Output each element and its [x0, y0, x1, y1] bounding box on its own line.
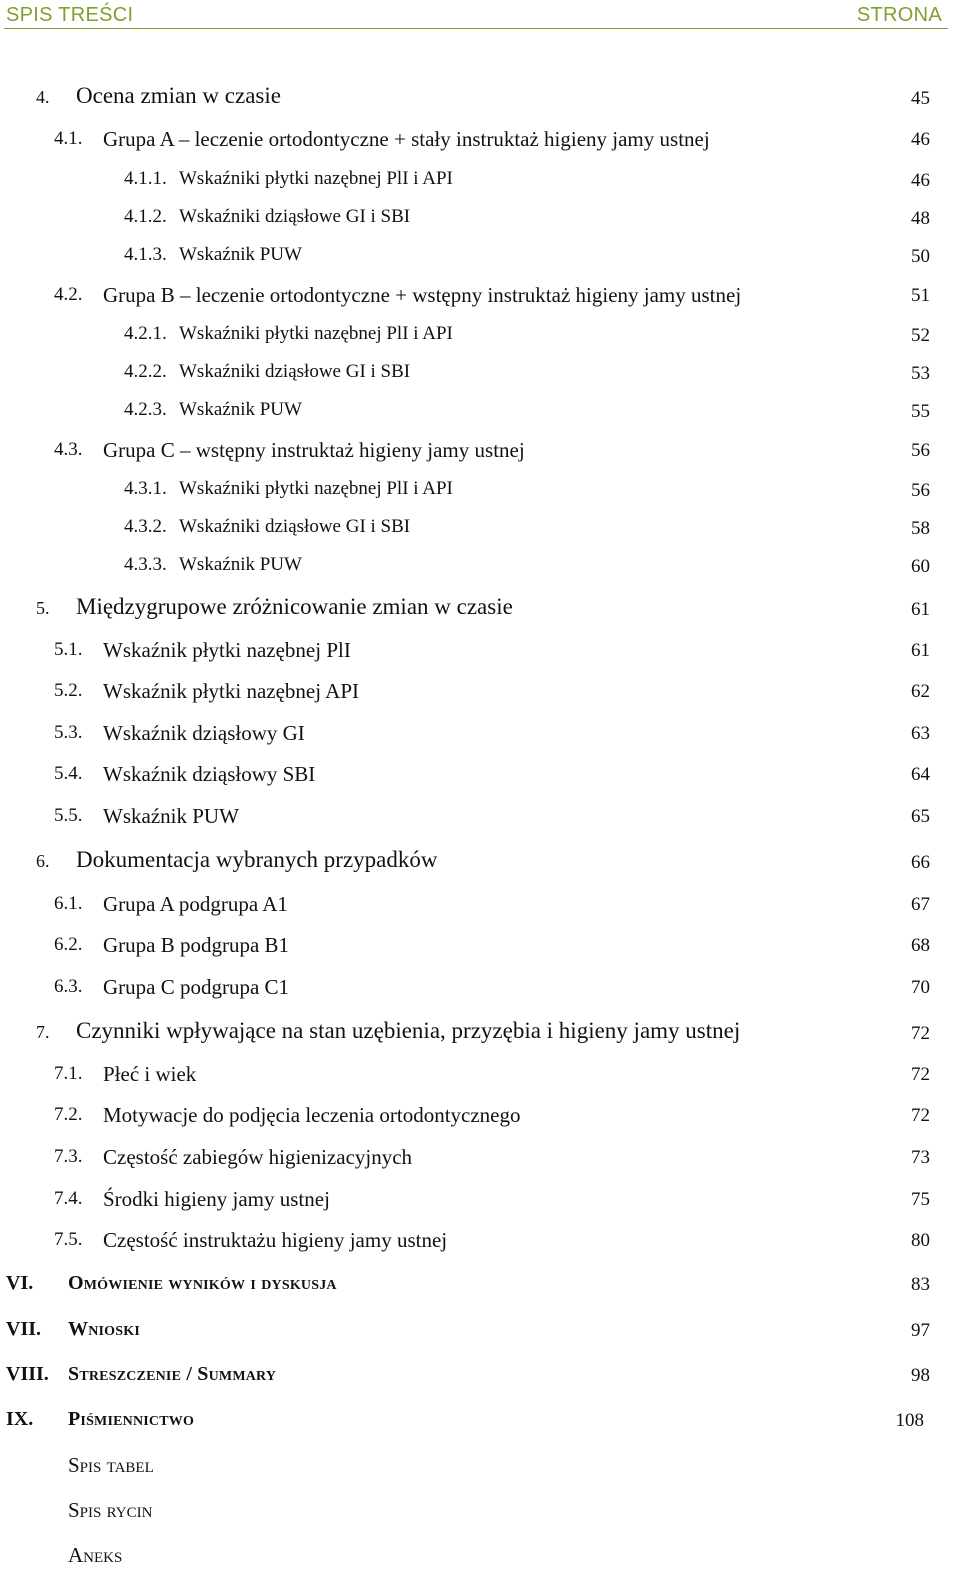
toc-title: Środki higieny jamy ustnej — [103, 1187, 330, 1211]
toc-title: Grupa A – leczenie ortodontyczne + stały instruktaż higieny jamy ustnej — [103, 127, 710, 151]
toc-number: VIII. — [6, 1363, 49, 1385]
toc-number: 4.2.1. — [124, 323, 167, 344]
toc-number: 7.1. — [54, 1063, 83, 1084]
toc-title: Aneks — [68, 1543, 123, 1567]
toc-number: 4. — [36, 87, 50, 107]
toc-title: Międzygrupowe zróżnicowanie zmian w czasie — [76, 594, 513, 619]
toc-title: Wskaźniki dziąsłowe GI i SBI — [179, 361, 411, 382]
toc-title: Grupa B podgrupa B1 — [103, 933, 290, 957]
toc-number: 7.5. — [54, 1229, 83, 1250]
toc-number: IX. — [6, 1408, 34, 1430]
toc-page: 61 — [911, 599, 930, 620]
toc-page: 46 — [911, 170, 930, 191]
toc-title: Wskaźniki płytki nazębnej PlI i API — [179, 323, 453, 344]
page-header — [0, 0, 960, 30]
toc-title: Wskaźniki płytki nazębnej PlI i API — [179, 168, 453, 189]
toc-title: Wskaźnik dziąsłowy SBI — [103, 762, 316, 786]
header-page-label: STRONA — [856, 4, 942, 26]
toc-number: 7. — [36, 1022, 50, 1042]
toc-number: 4.3.1. — [124, 478, 167, 499]
toc-page: 46 — [911, 129, 930, 150]
toc-page: 52 — [911, 325, 930, 346]
toc-number: 7.3. — [54, 1146, 83, 1167]
toc-number: 5.2. — [54, 680, 83, 701]
toc-page: 51 — [911, 285, 930, 306]
toc-page: 63 — [911, 723, 930, 744]
toc-title: Wskaźnik płytki nazębnej API — [103, 679, 360, 703]
toc-page: 70 — [911, 977, 930, 998]
toc-title: Wskaźnik płytki nazębnej PlI — [103, 638, 351, 662]
toc-number: 4.1.2. — [124, 206, 167, 227]
toc-title: Omówienie wyników i dyskusja — [68, 1272, 337, 1294]
toc-number: 5.1. — [54, 639, 83, 660]
toc-page: 108 — [895, 1410, 924, 1431]
toc-page: 66 — [911, 852, 930, 873]
toc-page: 98 — [911, 1365, 930, 1386]
toc-number: VI. — [6, 1272, 34, 1294]
toc-title: Płeć i wiek — [103, 1062, 197, 1086]
toc-number: 7.2. — [54, 1104, 83, 1125]
toc-page: 48 — [911, 208, 930, 229]
toc-page: 72 — [911, 1105, 930, 1126]
toc-page: 68 — [911, 935, 930, 956]
toc-number: 4.1. — [54, 128, 83, 149]
toc-title: Dokumentacja wybranych przypadków — [76, 847, 438, 872]
toc-page: 64 — [911, 764, 930, 785]
toc-title: Wskaźniki dziąsłowe GI i SBI — [179, 516, 411, 537]
toc-title: Wskaźnik PUW — [179, 399, 302, 420]
toc-number: 4.1.3. — [124, 244, 167, 265]
toc-number: 4.3.2. — [124, 516, 167, 537]
toc-page: 56 — [911, 480, 930, 501]
toc-title: Wskaźnik dziąsłowy GI — [103, 721, 305, 745]
toc-title: Spis tabel — [68, 1453, 154, 1477]
toc-title: Streszczenie / Summary — [68, 1363, 277, 1385]
toc-page: 65 — [911, 806, 930, 827]
toc-page: 50 — [911, 246, 930, 267]
toc-page: 97 — [911, 1320, 930, 1341]
toc-page: 60 — [911, 556, 930, 577]
toc-number: 4.2.3. — [124, 399, 167, 420]
toc-title: Piśmiennictwo — [68, 1408, 195, 1430]
toc-title: Częstość zabiegów higienizacyjnych — [103, 1145, 413, 1169]
toc-number: 5.4. — [54, 763, 83, 784]
toc-title: Wskaźnik PUW — [179, 554, 302, 575]
toc-title: Grupa B – leczenie ortodontyczne + wstępny instruktaż higieny jamy ustnej — [103, 283, 742, 307]
header-rule — [4, 28, 948, 29]
toc-page: 67 — [911, 894, 930, 915]
header-title: SPIS TREŚCI — [6, 4, 134, 26]
toc-title: Motywacje do podjęcia leczenia ortodontycznego — [103, 1103, 521, 1127]
toc-page: 45 — [911, 88, 930, 109]
toc-title: Czynniki wpływające na stan uzębienia, przyzębia i higieny jamy ustnej — [76, 1018, 741, 1043]
toc-number: 5. — [36, 598, 50, 618]
toc-title: Wskaźnik PUW — [179, 244, 302, 265]
toc-title: Ocena zmian w czasie — [76, 83, 281, 108]
toc-page: 61 — [911, 640, 930, 661]
toc-page: 62 — [911, 681, 930, 702]
toc-number: 7.4. — [54, 1188, 83, 1209]
toc-title: Grupa C – wstępny instruktaż higieny jamy ustnej — [103, 438, 525, 462]
toc-title: Wnioski — [68, 1318, 140, 1340]
toc-number: 4.2. — [54, 284, 83, 305]
toc-title: Częstość instruktażu higieny jamy ustnej — [103, 1228, 448, 1252]
toc-number: 6.1. — [54, 893, 83, 914]
toc-title: Wskaźniki dziąsłowe GI i SBI — [179, 206, 411, 227]
toc-page: 80 — [911, 1230, 930, 1251]
toc-page: 75 — [911, 1189, 930, 1210]
toc-title: Spis rycin — [68, 1498, 153, 1522]
toc-page: 83 — [911, 1274, 930, 1295]
toc-title: Wskaźniki płytki nazębnej PlI i API — [179, 478, 453, 499]
toc-number: 5.3. — [54, 722, 83, 743]
toc-title: Grupa C podgrupa C1 — [103, 975, 290, 999]
toc-number: 4.1.1. — [124, 168, 167, 189]
toc-page: 56 — [911, 440, 930, 461]
toc-page: 73 — [911, 1147, 930, 1168]
toc-title: Grupa A podgrupa A1 — [103, 892, 288, 916]
toc-number: VII. — [6, 1318, 42, 1340]
toc-number: 4.3. — [54, 439, 83, 460]
toc-page: 72 — [911, 1023, 930, 1044]
toc-number: 6.2. — [54, 934, 83, 955]
toc-page: 55 — [911, 401, 930, 422]
toc-number: 6. — [36, 851, 50, 871]
toc-number: 4.2.2. — [124, 361, 167, 382]
toc-title: Wskaźnik PUW — [103, 804, 239, 828]
toc-page: 53 — [911, 363, 930, 384]
toc-number: 5.5. — [54, 805, 83, 826]
toc-page: 72 — [911, 1064, 930, 1085]
toc-number: 6.3. — [54, 976, 83, 997]
toc-page: 58 — [911, 518, 930, 539]
toc-number: 4.3.3. — [124, 554, 167, 575]
